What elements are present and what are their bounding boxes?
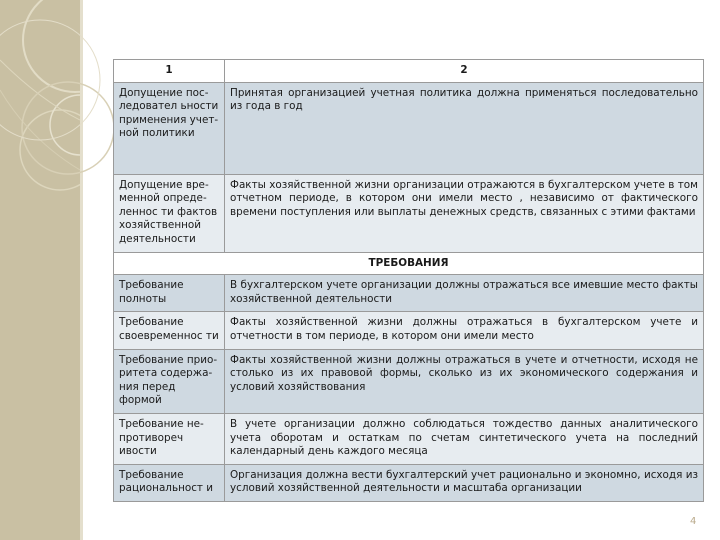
- table-row: [114, 82, 704, 174]
- row-description: В бухгалтерском учете организации должны отражаться все имевшие место факты хозяйственной деятельности: [225, 275, 704, 312]
- row-name: Требование рациональност и: [114, 464, 225, 501]
- row-name: Допущение пос-ледовател ьности применения учет-ной политики: [114, 82, 225, 174]
- table-row: [114, 174, 704, 252]
- row-name: Требование прио-ритета содержа-ния перед формой: [114, 349, 225, 413]
- row-name: Требование не-противореч ивости: [114, 413, 225, 464]
- table-header-row: [114, 60, 704, 83]
- row-description: Факты хозяйственной жизни должны отражаться в учете и отчетности, исходя не столько из их правовой формы, сколько из их экономического содержания и условий хозяйствования: [225, 349, 704, 413]
- row-name: Требование полноты: [114, 275, 225, 312]
- table-row: [114, 349, 704, 413]
- row-name: Требование своевременнос ти: [114, 312, 225, 349]
- row-description: Организация должна вести бухгалтерский учет рационально и экономно, исходя из условий хозяйственной деятельности и масштаба организации: [225, 464, 704, 501]
- table-row: [114, 312, 704, 349]
- row-name: Допущение вре-менной опреде-ленноc ти фактов хозяйственной деятельности: [114, 174, 225, 252]
- row-description: Принятая организацией учетная политика должна применяться последовательно из года в год: [225, 82, 704, 174]
- table-row: [114, 275, 704, 312]
- table-row: [114, 464, 704, 501]
- section-title: ТРЕБОВАНИЯ: [114, 252, 704, 275]
- accounting-policy-table: [113, 59, 704, 502]
- header-col-1: 1: [114, 60, 225, 83]
- row-description: Факты хозяйственной жизни должны отражаться в бухгалтерском учете и отчетности в том периоде, в котором они имели место: [225, 312, 704, 349]
- section-header-row: [114, 252, 704, 275]
- page-number: 4: [690, 516, 697, 527]
- header-col-2: 2: [225, 60, 704, 83]
- row-description: Факты хозяйственной жизни организации отражаются в бухгалтерском учете в том отчетном периоде, в котором они имели место , независимо от фактического времени поступления или выплаты денежных средств, связанных с этими фактами: [225, 174, 704, 252]
- row-description: В учете организации должно соблюдаться тождество данных аналитического учета оборотам и остаткам по счетам синтетического учета на последний календарный день каждого месяца: [225, 413, 704, 464]
- table-row: [114, 413, 704, 464]
